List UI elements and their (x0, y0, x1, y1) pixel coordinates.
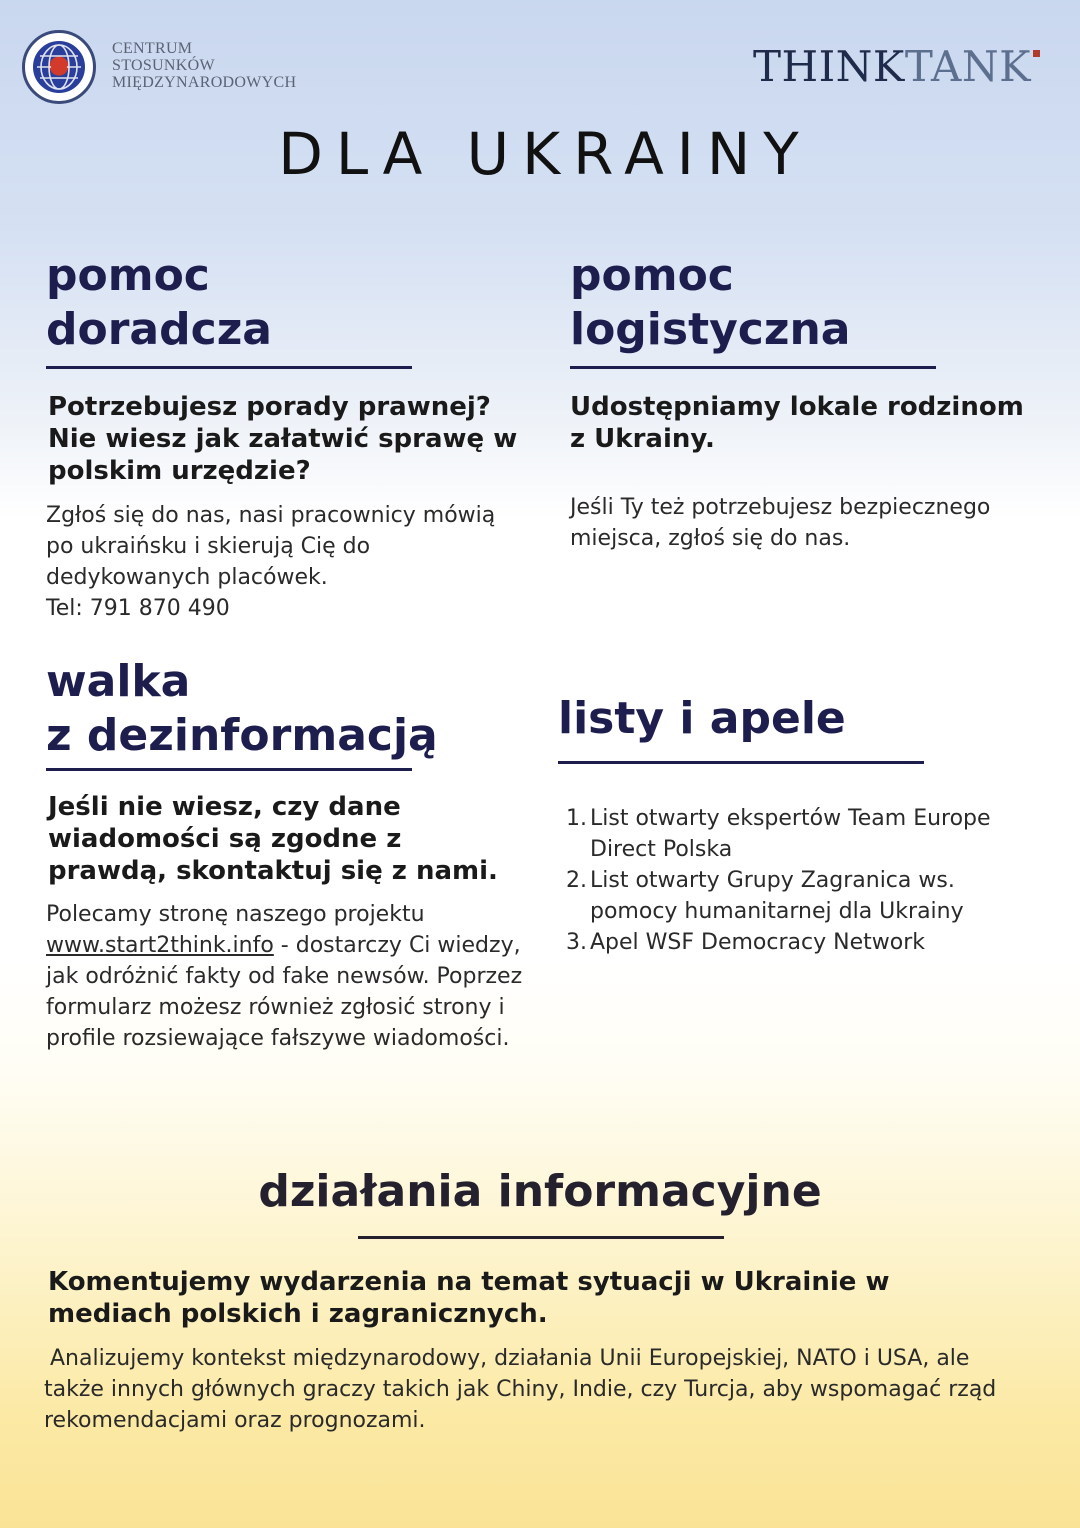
disinfo-heading-line1: walka (46, 656, 191, 707)
page-title: DLA UKRAINY (278, 120, 812, 188)
advisory-phone: Tel: 791 870 490 (46, 596, 230, 621)
advisory-heading (46, 249, 272, 357)
letters-list (566, 803, 1006, 958)
logistics-lead: Udostępniamy lokale rodzinom z Ukrainy. (570, 392, 1024, 454)
disinfo-body-intro: Polecamy stronę naszego projektu (46, 902, 425, 927)
list-item-number: 1. (566, 806, 587, 831)
advisory-lead: Potrzebujesz porady prawnej? Nie wiesz jak załatwić sprawę w polskim urzędzie? (48, 392, 518, 486)
list-item-text: List otwarty ekspertów Team Europe Direct Polska (590, 806, 991, 862)
advisory-body-text: Zgłoś się do nas, nasi pracownicy mówią po ukraińsku i skierują Cię do dedykowanych placówek. (46, 503, 496, 590)
list-item-number: 2. (566, 868, 587, 893)
disinfo-body (46, 899, 526, 1054)
info-lead: Komentujemy wydarzenia na temat sytuacji w Ukrainie w mediach polskich i zagranicznych. (48, 1267, 890, 1329)
advisory-body (46, 500, 516, 624)
logistics-heading-line1: pomoc (570, 250, 734, 301)
thinktank-logo (753, 42, 1040, 91)
letters-heading: listy i apele (558, 693, 846, 744)
thinktank-think: THINK (752, 42, 905, 91)
advisory-heading-line2: doradcza (46, 304, 272, 355)
letters-divider (558, 761, 924, 764)
globe-icon (33, 41, 85, 93)
advisory-divider (46, 366, 412, 369)
info-divider (358, 1236, 724, 1239)
list-item-text: Apel WSF Democracy Network (590, 930, 925, 955)
info-body: Analizujemy kontekst międzynarodowy, działania Unii Europejskiej, NATO i USA, ale także innych głównych graczy takich jak Chiny, Indie, czy Turcja, aby wspomagać rząd rekomendacjami oraz prognozami. (44, 1346, 997, 1433)
disinfo-heading-line2: z dezinformacją (46, 710, 438, 761)
list-item (566, 865, 1006, 927)
disinfo-lead: Jeśli nie wiesz, czy dane wiadomości są zgodne z prawdą, skontaktuj się z nami. (48, 792, 498, 886)
info-heading: działania informacyjne (258, 1166, 822, 1217)
logistics-body: Jeśli Ty też potrzebujesz bezpiecznego miejsca, zgłoś się do nas. (570, 495, 991, 551)
thinktank-tank: TANK (904, 42, 1031, 91)
logistics-divider (570, 366, 936, 369)
logo-line-1: CENTRUM (112, 40, 193, 57)
advisory-heading-line1: pomoc (46, 250, 210, 301)
list-item-number: 3. (566, 930, 587, 955)
thinktank-dot-icon (1033, 50, 1040, 57)
csm-logo-text (112, 40, 296, 91)
list-item (566, 803, 1006, 865)
logo-line-3: MIĘDZYNARODOWYCH (112, 74, 297, 91)
logistics-heading-line2: logistyczna (570, 304, 851, 355)
disinfo-heading (46, 655, 438, 763)
start2think-link[interactable]: www.start2think.info (46, 933, 274, 958)
logistics-heading (570, 249, 851, 357)
disinfo-divider (46, 768, 412, 771)
logo-line-2: STOSUNKÓW (112, 57, 215, 74)
disinfo-body-rest: - dostarczy Ci wiedzy, jak odróżnić fakty od fake newsów. Poprzez formularz możesz również zgłosić strony i profile rozsiewające fałszywe wiadomości. (46, 933, 523, 1051)
list-item (566, 927, 1006, 958)
list-item-text: List otwarty Grupy Zagranica ws. pomocy humanitarnej dla Ukrainy (590, 868, 964, 924)
